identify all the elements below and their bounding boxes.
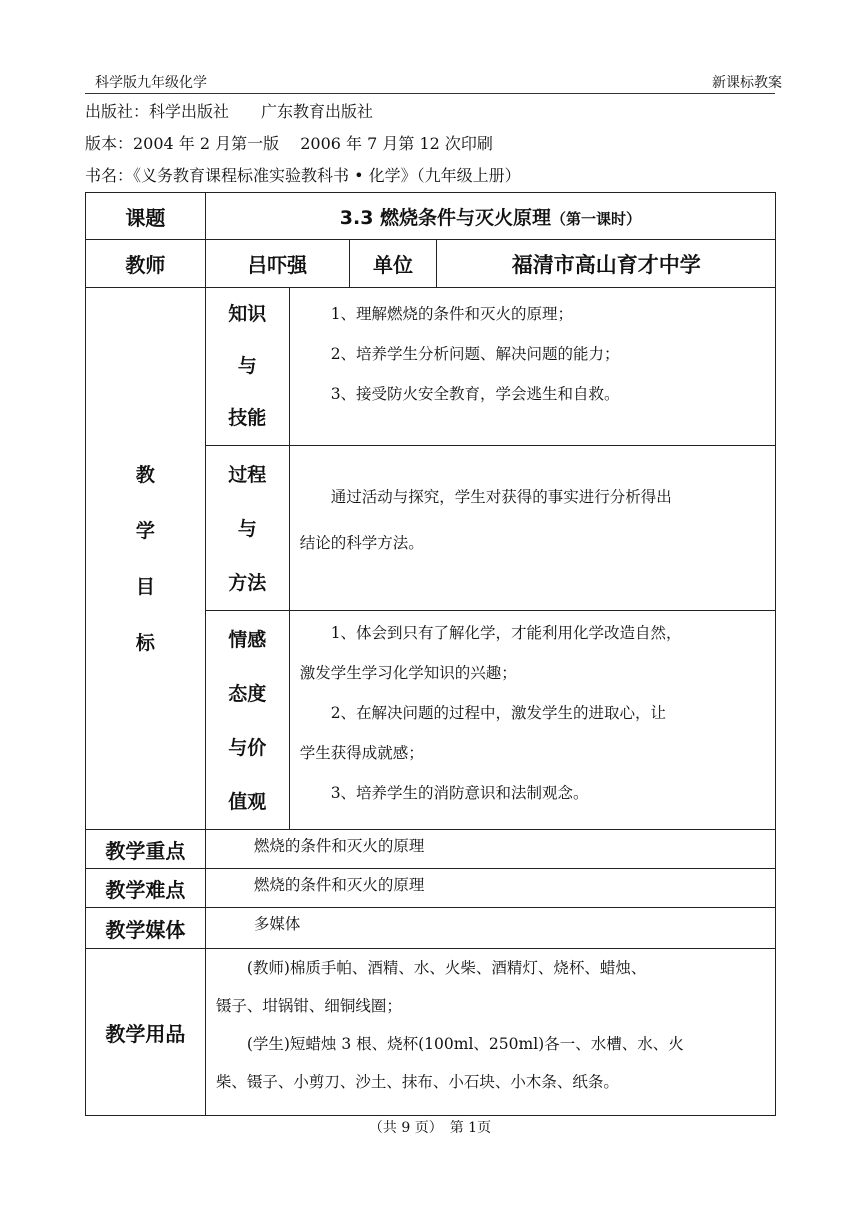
knowledge-label [205, 288, 289, 446]
label-part: 与 [237, 355, 257, 377]
topic-label: 课题 [86, 193, 206, 240]
emotion-content [289, 611, 775, 830]
supplies-content [205, 949, 775, 1116]
label-part: 态度 [228, 683, 267, 705]
topic-title: 3.3 燃烧条件与灭火原理 [339, 206, 552, 229]
supplies-text: 柴、镊子、小剪刀、沙土、抹布、小石块、小木条、纸条。 [215, 1073, 619, 1091]
media-label: 教学媒体 [86, 908, 206, 949]
label-part: 知识 [228, 303, 267, 325]
label-part: 值观 [228, 791, 267, 813]
lesson-plan-table [85, 192, 776, 1116]
key-point-label: 教学重点 [86, 830, 206, 869]
publisher-line: 出版社：科学出版社 广东教育出版社 [85, 102, 374, 121]
header-doc-type: 新课标教案 [712, 75, 782, 91]
process-label [205, 446, 289, 611]
supplies-label: 教学用品 [86, 949, 206, 1116]
difficulty-label: 教学难点 [86, 869, 206, 908]
goals-char: 标 [135, 631, 155, 654]
teacher-name: 吕吓强 [205, 240, 349, 288]
unit-label: 单位 [349, 240, 437, 288]
knowledge-item: 1、理解燃烧的条件和灭火的原理； [330, 305, 574, 323]
key-point-value: 燃烧的条件和灭火的原理 [205, 830, 775, 869]
goals-char: 目 [135, 575, 155, 598]
emotion-text: 2、在解决问题的过程中，激发学生的进取心，让 [330, 704, 667, 722]
header-subject: 科学版九年级化学 [95, 75, 207, 91]
label-part: 方法 [228, 572, 267, 594]
emotion-text: 学生获得成就感； [299, 744, 424, 762]
teacher-label: 教师 [86, 240, 206, 288]
label-part: 与价 [228, 737, 267, 759]
supplies-text: (学生)短蜡烛 3 根、烧杯(100ml、250ml)各一、水槽、水、火 [246, 1035, 684, 1053]
label-part: 与 [237, 518, 257, 540]
supplies-text: 镊子、坩锅钳、细铜线圈； [215, 997, 402, 1015]
process-text: 通过活动与探究，学生对获得的事实进行分析得出 [330, 488, 672, 506]
page-footer: （共 9 页） 第 1页 [368, 1120, 492, 1136]
goals-label [86, 288, 206, 830]
process-content [289, 446, 775, 611]
difficulty-value: 燃烧的条件和灭火的原理 [205, 869, 775, 908]
label-part: 过程 [228, 464, 267, 486]
label-part: 情感 [228, 629, 267, 651]
goals-char: 学 [135, 519, 155, 542]
media-value: 多媒体 [205, 908, 775, 949]
book-line: 书名：《义务教育课程标准实验教科书 • 化学》（九年级上册） [85, 166, 521, 185]
process-text: 结论的科学方法。 [299, 534, 424, 552]
emotion-label [205, 611, 289, 830]
emotion-text: 激发学生学习化学知识的兴趣； [299, 664, 517, 682]
emotion-text: 3、培养学生的消防意识和法制观念。 [330, 784, 589, 802]
supplies-text: (教师)棉质手帕、酒精、水、火柴、酒精灯、烧杯、蜡烛、 [246, 959, 647, 977]
edition-line: 版本：2004 年 2 月第一版 2006 年 7 月第 12 次印刷 [85, 134, 493, 153]
knowledge-item: 2、培养学生分析问题、解决问题的能力； [330, 345, 620, 363]
goals-char: 教 [135, 463, 155, 486]
header-divider [85, 93, 775, 94]
topic-note: （第一课时） [551, 209, 642, 228]
label-part: 技能 [228, 407, 267, 429]
topic-cell [205, 193, 775, 240]
emotion-text: 1、体会到只有了解化学，才能利用化学改造自然， [330, 624, 682, 642]
knowledge-content [289, 288, 775, 446]
knowledge-item: 3、接受防火安全教育，学会逃生和自救。 [330, 385, 620, 403]
unit-name: 福清市高山育才中学 [437, 240, 776, 288]
